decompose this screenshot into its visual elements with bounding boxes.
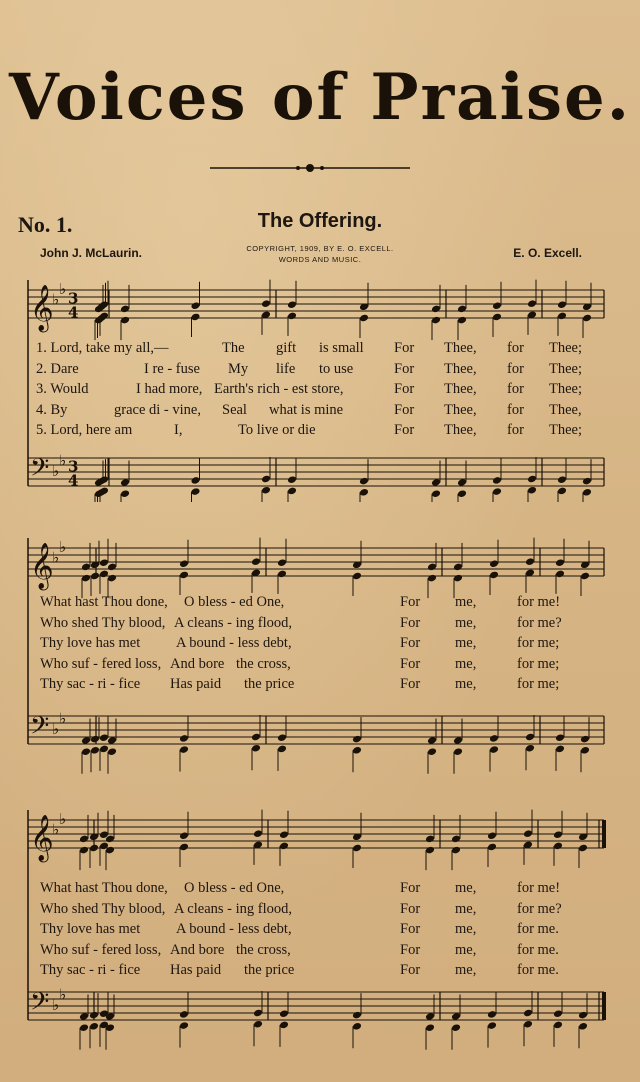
lyric-line xyxy=(14,962,608,982)
lyric-fragment: for me. xyxy=(517,962,559,978)
lyric-fragment: Has paid xyxy=(170,676,222,692)
lyric-line xyxy=(14,942,608,962)
lyric-fragment: What hast Thou done, xyxy=(40,594,168,610)
lyric-fragment: me, xyxy=(455,900,477,917)
time-signature-bottom: 4 xyxy=(68,303,79,322)
lyric-fragment: I had more, xyxy=(136,381,203,397)
lyric-fragment: Thy love has met xyxy=(40,635,141,651)
lyric-fragment: And bore xyxy=(170,655,225,672)
time-signature-top: 3 xyxy=(68,289,79,308)
lyric-line xyxy=(14,676,608,696)
copyright-line: COPYRIGHT, 1909, BY E. O. EXCELL. xyxy=(246,244,394,253)
lyric-fragment: Thee, xyxy=(444,401,477,418)
lyric-fragment: Seal xyxy=(222,401,247,418)
lyric-fragment: Who shed Thy blood, xyxy=(40,614,166,631)
lyric-fragment: to use xyxy=(319,360,354,377)
lyric-fragment: For xyxy=(400,962,421,978)
treble-clef-icon: 𝄞 xyxy=(30,284,54,331)
lyric-line xyxy=(14,381,608,401)
lyric-fragment: the price xyxy=(244,676,295,692)
flat-icon: ♭ xyxy=(52,290,60,309)
music-system-2 xyxy=(14,528,608,778)
lyric-fragment: Thee; xyxy=(549,360,583,377)
lyric-fragment: me, xyxy=(455,962,477,978)
lyric-fragment: for me. xyxy=(517,921,559,937)
lyric-fragment: the price xyxy=(244,962,295,978)
time-signature-top: 3 xyxy=(68,457,79,476)
lyric-fragment: for me? xyxy=(517,900,562,917)
lyric-line xyxy=(14,921,608,941)
lyric-line xyxy=(14,594,608,614)
lyric-fragment: life xyxy=(276,360,296,377)
lyric-fragment: for me; xyxy=(517,635,560,651)
lyric-fragment: For xyxy=(400,676,421,692)
lyric-fragment: for me; xyxy=(517,676,560,692)
lyric-line xyxy=(14,901,608,921)
flat-icon: ♭ xyxy=(52,462,60,481)
lyric-line xyxy=(14,422,608,442)
lyric-fragment: For xyxy=(400,594,421,610)
lyric-fragment: For xyxy=(400,880,421,896)
title-ornament xyxy=(210,160,410,176)
lyric-fragment: what is mine xyxy=(269,401,344,418)
music-system-1 xyxy=(14,270,608,502)
lyric-fragment: me, xyxy=(455,655,477,672)
lyric-line xyxy=(14,615,608,635)
lyric-fragment: For xyxy=(394,360,415,377)
lyric-fragment: To live or die xyxy=(238,422,316,438)
lyric-fragment: 5. Lord, here am xyxy=(36,422,133,438)
lyric-fragment: 1. Lord, take my all,— xyxy=(36,340,169,356)
lyric-fragment: For xyxy=(394,340,415,356)
book-title: Voices of Praise. xyxy=(9,60,631,135)
lyric-fragment: Thee, xyxy=(549,401,582,418)
lyric-line xyxy=(14,361,608,381)
flat-icon: ♭ xyxy=(52,820,60,839)
lyric-fragment: 2. Dare xyxy=(36,360,79,377)
hymn-number: No. 1. xyxy=(18,212,73,237)
lyric-fragment: for me? xyxy=(517,614,562,631)
flat-icon: ♭ xyxy=(59,985,67,1004)
lyric-fragment: A cleans - ing flood, xyxy=(174,614,292,631)
copyright-subline: WORDS AND MUSIC. xyxy=(278,255,362,264)
lyric-fragment: for xyxy=(507,422,524,438)
lyric-fragment: me, xyxy=(455,941,477,958)
lyric-fragment: Who suf - fered loss, xyxy=(40,941,162,958)
lyric-fragment: O bless - ed One, xyxy=(184,880,285,896)
lyric-fragment: A bound - less debt, xyxy=(176,635,292,651)
lyric-fragment: me, xyxy=(455,880,477,896)
lyric-fragment: Thy love has met xyxy=(40,921,141,937)
lyric-fragment: me, xyxy=(455,635,477,651)
treble-clef-icon: 𝄞 xyxy=(30,814,54,861)
lyric-fragment: the cross, xyxy=(236,941,291,958)
lyric-line xyxy=(14,635,608,655)
lyric-fragment: For xyxy=(400,635,421,651)
lyric-fragment: For xyxy=(400,921,421,937)
lyric-fragment: Has paid xyxy=(170,962,222,978)
lyric-line xyxy=(14,402,608,422)
lyric-fragment: gift xyxy=(276,340,297,356)
composer-credit: E. O. Excell. xyxy=(513,246,582,260)
bass-clef-icon: 𝄢 xyxy=(30,711,50,747)
lyric-fragment: O bless - ed One, xyxy=(184,594,285,610)
lyric-fragment: for xyxy=(507,401,524,418)
bass-clef-icon: 𝄢 xyxy=(30,987,50,1023)
lyricist-credit: John J. McLaurin. xyxy=(40,246,143,260)
lyric-fragment: Thee, xyxy=(444,340,477,356)
lyric-fragment: I, xyxy=(174,422,183,438)
time-signature-bottom: 4 xyxy=(68,471,79,490)
flat-icon: ♭ xyxy=(59,280,67,299)
lyric-fragment: For xyxy=(400,655,421,672)
bass-clef-icon: 𝄢 xyxy=(30,453,50,489)
lyric-fragment: Thy sac - ri - fice xyxy=(40,962,141,978)
lyric-fragment: me, xyxy=(455,921,477,937)
lyric-fragment: Thee, xyxy=(444,422,477,438)
flat-icon: ♭ xyxy=(52,548,60,567)
flat-icon: ♭ xyxy=(59,451,67,470)
lyric-fragment: me, xyxy=(455,676,477,692)
lyric-fragment: Thee, xyxy=(444,360,477,377)
lyric-fragment: For xyxy=(400,614,421,631)
lyric-fragment: 4. By xyxy=(36,401,68,418)
lyric-fragment: The xyxy=(222,340,245,356)
lyric-fragment: Thee; xyxy=(549,422,583,438)
flat-icon: ♭ xyxy=(52,720,60,739)
lyric-fragment: Thee; xyxy=(549,340,583,356)
lyric-fragment: is small xyxy=(319,340,364,356)
lyric-fragment: for me! xyxy=(517,594,561,610)
lyric-fragment: For xyxy=(400,941,421,958)
lyric-fragment: Earth's rich - est store, xyxy=(214,381,344,397)
flat-icon: ♭ xyxy=(52,996,60,1015)
lyric-line xyxy=(14,656,608,676)
lyric-fragment: for xyxy=(507,340,524,356)
lyric-fragment: Who shed Thy blood, xyxy=(40,900,166,917)
lyric-fragment: For xyxy=(400,900,421,917)
lyric-fragment: 3. Would xyxy=(36,381,89,397)
lyric-fragment: grace di - vine, xyxy=(114,401,201,418)
lyric-fragment: for me. xyxy=(517,941,559,958)
lyric-fragment: A bound - less debt, xyxy=(176,921,292,937)
lyric-fragment: for xyxy=(507,360,524,377)
lyric-fragment: For xyxy=(394,422,415,438)
lyric-fragment: For xyxy=(394,381,415,397)
lyric-fragment: for me! xyxy=(517,880,561,896)
hymn-title: The Offering. xyxy=(257,210,383,232)
lyric-fragment: Thy sac - ri - fice xyxy=(40,676,141,692)
lyric-line xyxy=(14,880,608,900)
lyric-fragment: A cleans - ing flood, xyxy=(174,900,292,917)
lyric-line xyxy=(14,340,608,360)
treble-clef-icon: 𝄞 xyxy=(30,542,54,589)
lyric-fragment: me, xyxy=(455,594,477,610)
lyric-fragment: For xyxy=(394,401,415,418)
lyric-fragment: the cross, xyxy=(236,655,291,672)
music-system-3 xyxy=(14,800,608,1062)
flat-icon: ♭ xyxy=(59,538,67,557)
lyric-fragment: My xyxy=(228,360,249,377)
lyric-fragment: for me; xyxy=(517,655,560,672)
lyric-fragment: Thee, xyxy=(444,381,477,397)
lyric-fragment: I re - fuse xyxy=(144,360,200,377)
lyric-fragment: And bore xyxy=(170,941,225,958)
lyric-fragment: What hast Thou done, xyxy=(40,880,168,896)
lyric-fragment: Who suf - fered loss, xyxy=(40,655,162,672)
flat-icon: ♭ xyxy=(59,810,67,829)
lyric-fragment: for xyxy=(507,381,524,397)
flat-icon: ♭ xyxy=(59,709,67,728)
lyric-fragment: me, xyxy=(455,614,477,631)
lyric-fragment: Thee; xyxy=(549,381,583,397)
